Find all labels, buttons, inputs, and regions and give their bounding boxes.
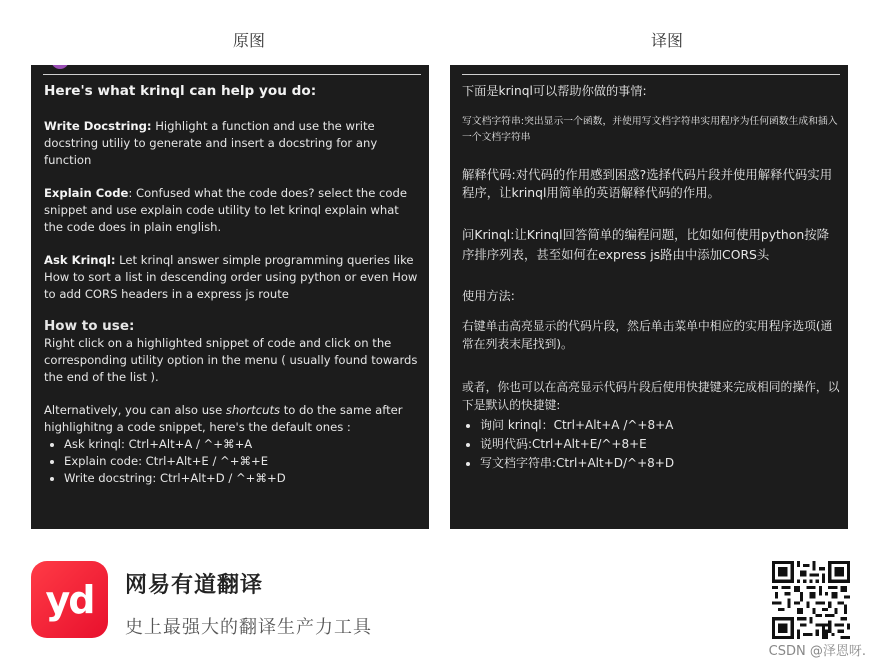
shortcuts-text: 或者，你也可以在高亮显示代码片段后使用快捷键来完成相同的操作，以下是默认的快捷键:	[462, 380, 840, 412]
brand-name: 网易有道翻译	[125, 573, 264, 598]
shortcuts-text: Alternatively, you can also use shortcuts to do the same after highlighitng a code snippet, here's the default ones :	[44, 403, 403, 434]
watermark: CSDN @泽恩呀.	[768, 644, 866, 659]
header-original: 原图	[232, 31, 265, 50]
youdao-logo: yd	[31, 561, 108, 638]
list-item: • 询问 krinql：Ctrl+Alt+A /^+8+A	[480, 416, 840, 435]
header-translated: 译图	[650, 31, 683, 50]
feature-title: 下面是krinql可以帮助你做的事情:	[462, 84, 647, 98]
list-item: • Write docstring: Ctrl+Alt+D / ^+⌘+D	[64, 470, 421, 487]
feature-title: Here's what krinql can help you do:	[44, 83, 317, 99]
brand-slogan: 史上最强大的翻译生产力工具	[125, 617, 372, 638]
shortcut-list	[44, 436, 421, 487]
divider	[462, 74, 840, 75]
list-item: • Ask krinql: Ctrl+Alt+A / ^+⌘+A	[64, 436, 421, 453]
how-to-use-title: How to use:	[44, 318, 135, 334]
how-to-use-text: 右键单击高亮显示的代码片段，然后单击菜单中相应的实用程序选项(通常在列表末尾找到)。	[462, 319, 833, 351]
shortcut-list	[462, 416, 840, 473]
divider	[43, 74, 421, 75]
feature-write-docstring: 写文档字符串:突出显示一个函数，并使用写文档字符串实用程序为任何函数生成和插入一个文档字符串	[462, 116, 838, 143]
how-to-use-title: 使用方法:	[462, 289, 515, 303]
avatar	[51, 65, 69, 69]
feature-explain-code: Explain Code: Confused what the code does? select the code snippet and use explain code utility to let krinql explain what the code does in plain english.	[44, 186, 407, 234]
original-screenshot-panel	[31, 65, 429, 529]
feature-ask-krinql: Ask Krinql: Let krinql answer simple programming queries like How to sort a list in descending order using python or even How to add CORS headers in a express js route	[44, 253, 418, 301]
feature-write-docstring: Write Docstring: Highlight a function and use the write docstring utiliy to generate and insert a docstring for any function	[44, 119, 378, 167]
feature-ask-krinql: 问Krinql:让Krinql回答简单的编程问题，比如如何使用python按降序排序列表，甚至如何在express js路由中添加CORS头	[462, 227, 829, 262]
translated-screenshot-panel	[450, 65, 848, 529]
list-item: • Explain code: Ctrl+Alt+E / ^+⌘+E	[64, 453, 421, 470]
feature-explain-code: 解释代码:对代码的作用感到困惑?选择代码片段并使用解释代码实用程序，让krinql用简单的英语解释代码的作用。	[462, 167, 833, 200]
how-to-use-text: Right click on a highlighted snippet of code and click on the corresponding utility option in the menu ( usually found towards the end of the list ).	[44, 336, 418, 384]
qr-code-icon[interactable]	[772, 561, 850, 639]
list-item: • 写文档字符串:Ctrl+Alt+D/^+8+D	[480, 454, 840, 473]
list-item: • 说明代码:Ctrl+Alt+E/^+8+E	[480, 435, 840, 454]
